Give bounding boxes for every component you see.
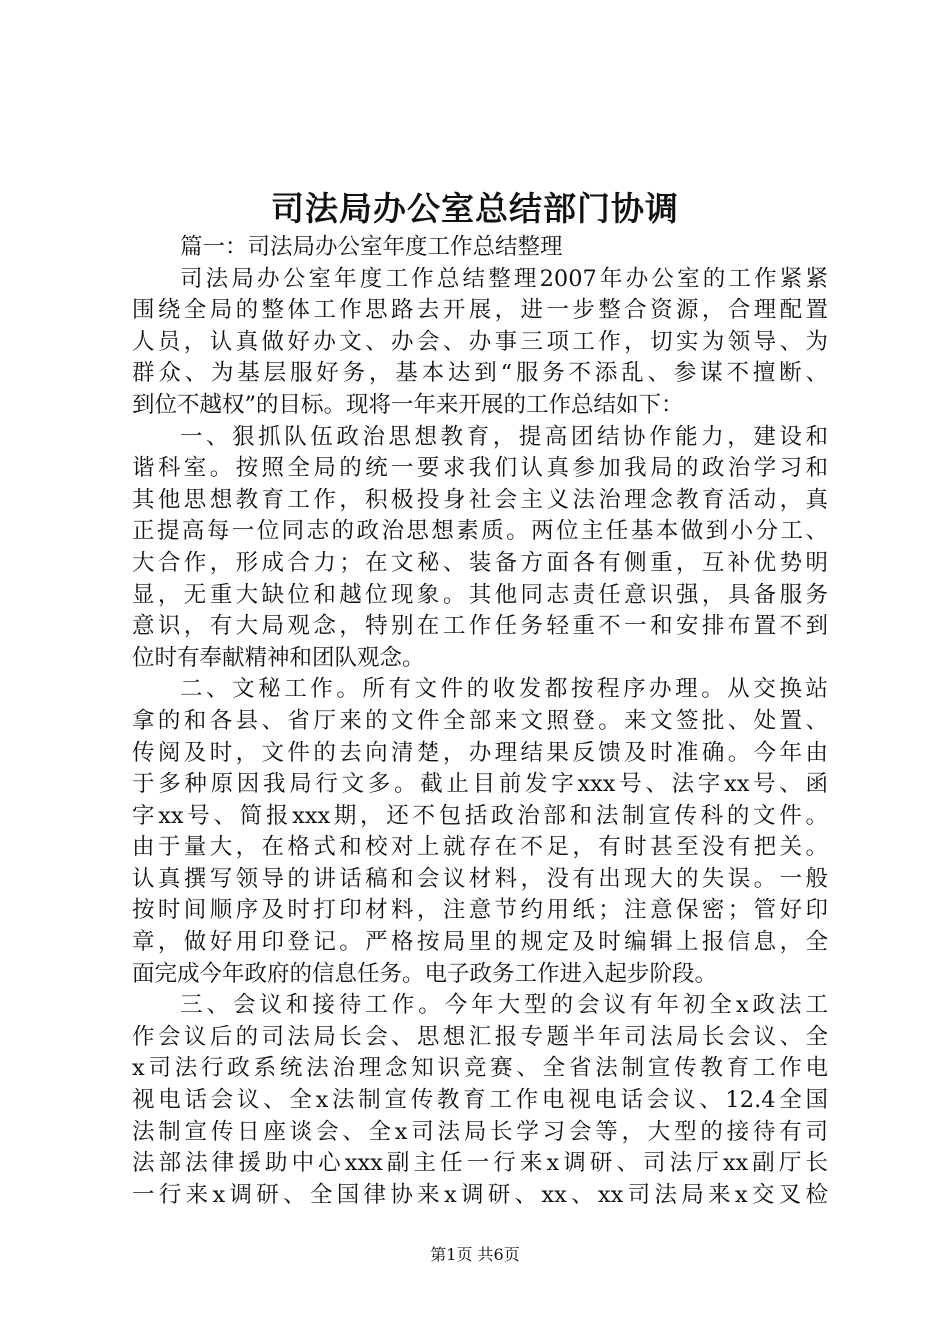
body-line: 篇一：司法局办公室年度工作总结整理 [180,234,563,260]
body-line: 意识，有大局观念，特别在工作任务轻重不一和安排布置不到 [132,613,828,640]
body-line: 三、会议和接待工作。今年大型的会议有年初全x政法工 [180,992,828,1019]
body-line: 面完成今年政府的信息任务。电子政务工作进入起步阶段。 [132,960,718,987]
body-line: 正提高每一位同志的政治思想素质。两位主任基本做到小分工、 [132,518,828,545]
body-line: 按时间顺序及时打印材料，注意节约用纸；注意保密；管好印 [132,897,828,924]
body-line: 二、文秘工作。所有文件的收发都按程序办理。从交换站 [180,676,828,703]
body-line: 司法局办公室年度工作总结整理2007年办公室的工作紧紧 [180,265,828,292]
body-line: 大合作，形成合力；在文秘、装备方面各有侧重，互补优势明 [132,549,828,576]
document-title: 司法局办公室总结部门协调 [271,189,679,228]
body-line: 到位不越权”的目标。现将一年来开展的工作总结如下： [132,391,684,418]
body-line: 法部法律援助中心xxx副主任一行来x调研、司法厅xx副厅长 [132,1150,828,1177]
body-line: 法制宣传日座谈会、全x司法局长学习会等，大型的接待有司 [132,1118,828,1145]
body-line: 传阅及时，文件的去向清楚，办理结果反馈及时准确。今年由 [132,739,828,766]
body-line: 群众、为基层服好务，基本达到“服务不添乱、参谋不擅断、 [132,360,828,387]
body-line: 认真撰写领导的讲话稿和会议材料，没有出现大的失误。一般 [132,865,828,892]
body-line: 视电话会议、全x法制宣传教育工作电视电话会议、12.4全国 [132,1087,828,1114]
body-line: 一行来x调研、全国律协来x调研、xx、xx司法局来x交叉检 [132,1181,828,1208]
body-line: x司法行政系统法治理念知识竞赛、全省法制宣传教育工作电 [132,1055,828,1082]
body-line: 人员，认真做好办文、办会、办事三项工作，切实为领导、为 [132,328,828,355]
body-line: 字xx号、简报xxx期，还不包括政治部和法制宣传科的文件。 [132,802,828,829]
page-footer: 第1页 共6页 [430,1245,520,1264]
body-line: 围绕全局的整体工作思路去开展，进一步整合资源，合理配置 [132,297,828,324]
body-line: 于多种原因我局行文多。截止目前发字xxx号、法字xx号、函 [132,771,828,798]
body-line: 显，无重大缺位和越位现象。其他同志责任意识强，具备服务 [132,581,828,608]
body-line: 作会议后的司法局长会、思想汇报专题半年司法局长会议、全 [132,1023,828,1050]
body-line: 一、狠抓队伍政治思想教育，提高团结协作能力，建设和 [180,423,828,450]
body-line: 位时有奉献精神和团队观念。 [132,644,425,671]
body-line: 拿的和各县、省厅来的文件全部来文照登。来文签批、处置、 [132,707,828,734]
document-body [132,232,828,1211]
body-line: 由于量大，在格式和校对上就存在不足，有时甚至没有把关。 [132,834,828,861]
body-line: 其他思想教育工作，积极投身社会主义法治理念教育活动，真 [132,486,828,513]
body-line: 章，做好用印登记。严格按局里的规定及时编辑上报信息，全 [132,929,828,956]
body-line: 谐科室。按照全局的统一要求我们认真参加我局的政治学习和 [132,455,828,482]
